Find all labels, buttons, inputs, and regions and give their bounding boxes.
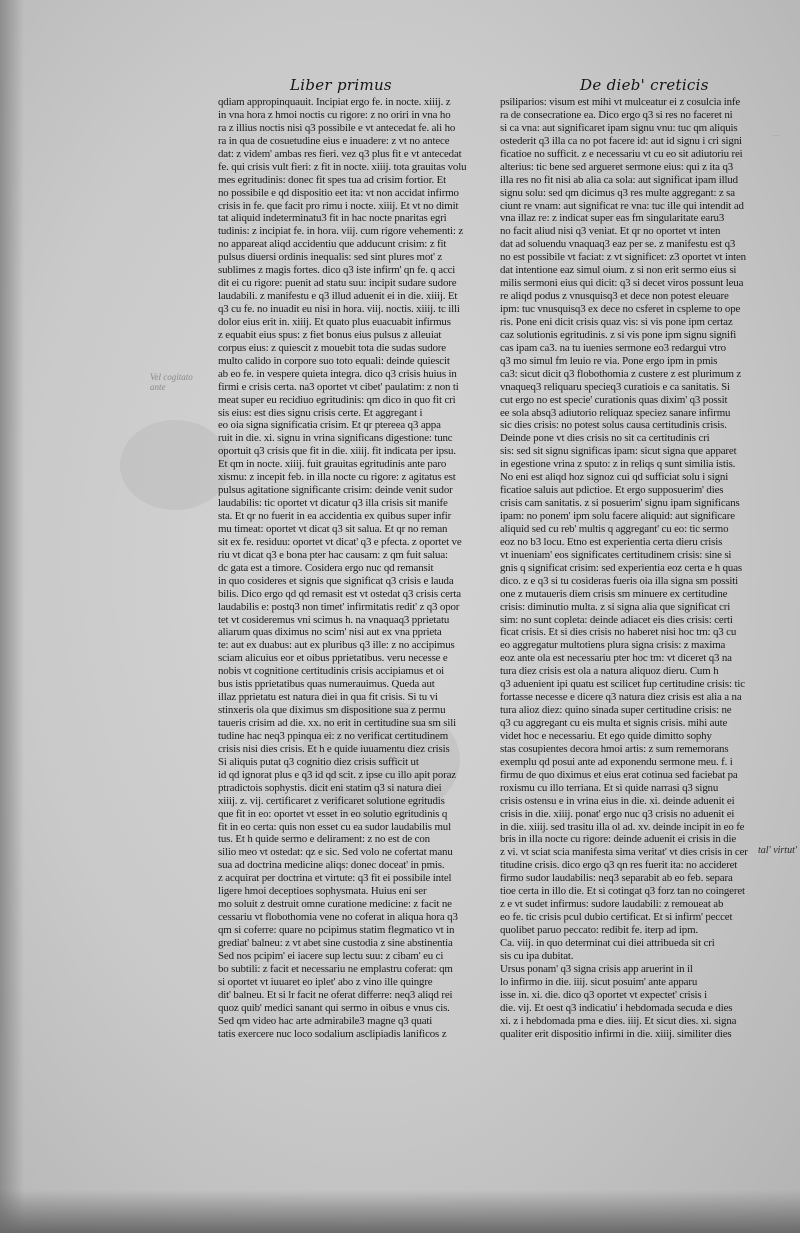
running-head-left: Liber primus — [290, 76, 392, 94]
text-line: no facit aliud nisi q3 veniat. Et qr no oportet vt inten — [500, 225, 721, 238]
text-line: exemplu qd posui ante ad exponendu sermone meu. f. i — [500, 755, 733, 768]
text-line: gnis q significat crisim: sed experientia eoz certa e h quas — [500, 561, 743, 574]
text-line: fit in eo certa: quis non esset cu ea sudor laudabilis mul — [218, 820, 451, 833]
text-line: tudine hac neq3 ppinqua ei: z no verificat certitudinem — [218, 729, 449, 742]
margin-note-right: tal' virtut' — [758, 845, 797, 856]
text-line: multo calido in corpore suo toto equali: deinde quiescit — [218, 354, 450, 367]
text-line: sit ex fe. residuu: oportet vt dicat' q3 e pfecta. z oportet ve — [218, 535, 462, 548]
text-line: si oportet vt iuuaret eo iplet' abo z vino ille quingre — [218, 975, 433, 988]
text-line: crisis ostensu e in vrina eius in die. xi. deinde aduenit ei — [500, 794, 735, 807]
text-line: videt hoc e necessariu. Et ego quide dimitto sophy — [500, 729, 712, 742]
text-line: qm si coferre: quare no pcipimus statim flegmatico vt in — [218, 924, 455, 936]
text-line: q3 cu aggregant cu eis multa et signis crisis. mihi aute — [500, 717, 728, 729]
text-line: stas cosupientes decora hmoi artis: z sum rememorans — [500, 742, 729, 755]
text-line: ra de consecratione ea. Dico ergo q3 si res no faceret ni — [500, 108, 733, 121]
text-line: bo subtili: z facit et necessariu ne emplastru coferat: qm — [218, 962, 453, 975]
text-line: crisis in fe. que facit pro rimu i nocte. xiiij. Et vt no dimit — [218, 199, 459, 212]
text-line: crisis nisi dies crisis. Et h e quide iuuamentu diez crisis — [218, 742, 450, 755]
text-line: alterius: tic bene sed argueret sermone eius: qui z ita q3 — [500, 160, 734, 173]
text-line: mu timeat: oportet vt dicat q3 sit salua. Et qr no reman — [218, 522, 448, 535]
text-line: z acquirat per doctrina et virtute: q3 fit ei possibile intel — [218, 872, 452, 885]
text-line: vnaqueq3 reliquaru specieq3 curatiois e ca sanitatis. Si — [500, 380, 730, 393]
margin-note-top: — — [772, 130, 780, 139]
text-line: tioe certa in illo die. Et si cotingat q3 forz tan no coingeret — [500, 885, 745, 898]
text-line: ficatioe no sufficit. z e necessariu vt cu eo sit adiutoriu rei — [500, 147, 743, 160]
text-line: ipam: no ponem' ipm solu facere aliquid: aut significare — [500, 510, 735, 522]
text-line: fortasse necesse e dicere q3 natura diez crisis est alia a na — [500, 691, 742, 704]
text-line: tus. Et h quide sermo e delirament: z no est de con — [218, 833, 430, 846]
text-line: ficatioe saluis aut pdictioe. Et ergo supposuerim' dies — [500, 484, 724, 497]
text-line: qualiter erit dispositio infirmi in die. xiiij. similiter dies — [500, 1027, 732, 1040]
text-line: dat: z videm' ambas res fieri. vez q3 plus fit e vt antecedat — [218, 147, 462, 160]
text-line: sic dies crisis: no potest solus causa certitudinis crisis. — [500, 419, 727, 432]
text-line: Sed nos pcipim' ei iacere sup lectu suu: z cibam' eu ci — [218, 949, 444, 962]
text-line: Deinde pone vt dies crisis no sit ca certitudinis cri — [500, 432, 710, 445]
text-line: dat ad soluendu vnaquaq3 eaz per se. z manifestu est q3 — [500, 238, 736, 251]
text-line: oportuit q3 crisis que fit in die. xiiij. fit indicata per ipsu. — [218, 445, 456, 458]
text-line: vt inueniam' eos significates certitudinem crisis: sine si — [500, 548, 732, 561]
text-line: titudine crisis. dico ergo q3 qn res fuerit ita: no accideret — [500, 859, 738, 872]
page-stain — [120, 420, 230, 510]
text-line: ee sola absq3 adiutorio reliquaz speciez sanare infirmu — [500, 406, 731, 419]
text-line: bus istis pprietatibus quas numerauimus. Queda aut — [218, 678, 435, 691]
text-line: sua ad doctrina medicine aliqs: donec doceat' in pmis. — [218, 859, 445, 872]
text-line: sis cu ipa dubitat. — [500, 949, 574, 962]
text-line: laudabilis e: postq3 non timet' infirmitatis redit' z q3 opor — [218, 600, 460, 613]
text-line: dat intentione eaz simul oium. z si non erit sermo eius si — [500, 264, 737, 277]
text-line: die. vij. Et oest q3 indicatiu' i hebdomada secuda e dies — [500, 1001, 733, 1014]
text-line: ptradictois sophystis. dicit eni statim q3 si natura diei — [218, 781, 442, 794]
text-line: stinxeris ola que diximus sm dispositione sua z permu — [218, 704, 446, 717]
text-line: firmu de quo diximus et eius erat cotinua sed faciebat pa — [500, 768, 738, 781]
text-line: signu solu: sed qm dicimus q3 res multe aggregant: z sa — [500, 186, 735, 199]
text-line: no est possibile vt faciat: z vt significet: z3 oportet vt inten — [500, 251, 746, 264]
running-head-right: De dieb' creticis — [580, 76, 709, 94]
text-line: te: aut ex duabus: aut ex pluribus q3 ille: z no accipimus — [218, 639, 455, 652]
text-line: aliarum quas diximus no scim' nisi aut ex vna pprieta — [218, 626, 442, 639]
text-line: aliquid sed cu reb' multis q aggregant' cu eo: tic sermo — [500, 522, 729, 535]
text-line: eo oia signa significatia crisim. Et qr ptereea q3 appa — [218, 419, 441, 432]
text-line: qdiam appropinquauit. Incipiat ergo fe. in nocte. xiiij. z — [218, 96, 451, 108]
text-line: pulsus agitatione significante crisim: deinde venit sudor — [218, 484, 453, 497]
text-line: sta. Et qr no fuerit in ea accidentia ex quibus super infir — [218, 510, 452, 522]
text-line: ficat crisis. Et si dies crisis no haberet nisi hoc tm: q3 cu — [500, 626, 737, 639]
text-line: si ca vna: aut significaret ipam signu vnu: tuc qm aliquis — [500, 121, 738, 134]
text-line: in vna hora z hmoi noctis cu rigore: z no oriri in vna ho — [218, 108, 451, 121]
text-line: riu vt dicat q3 e bona pter hac causam: z qm fuit salua: — [218, 548, 448, 561]
text-column-right — [500, 96, 772, 1040]
text-line: ostederit q3 illa ca no pot facere id: aut id signu i cri signi — [500, 134, 742, 147]
text-line: no possibile e qd dispositio eet ita: vt non accidat infirmo — [218, 186, 459, 199]
text-column-left — [218, 96, 486, 1040]
text-line: ra in qua de cosuetudine eius e inuadere: z vt no antece — [218, 134, 450, 147]
text-line: vna illaz re: z indicat super eas fm singularitate earu3 — [500, 212, 725, 225]
text-line: roxismu cu illo terriana. Et si quide narrasi q3 signu — [500, 781, 719, 794]
text-line: q3 mo simul fm leuio re via. Pone ergo ipm in pmis — [500, 354, 718, 367]
text-line: laudabilis: tic oportet vt dicatur q3 illa crisis sit manife — [218, 497, 448, 510]
text-line: dico. z e q3 si tu cosideras fueris oia illa signa sm possiti — [500, 574, 738, 587]
text-line: crisis: diminutio multa. z si signa alia que significat cri — [500, 600, 731, 613]
text-line: xismu: z incepit feb. in illa nocte cu rigore: z agitatus est — [218, 471, 456, 484]
text-line: crisis in die. xiiij. ponat' ergo nuc q3 crisis no aduenit ei — [500, 807, 735, 820]
text-line: sis eius: est dies signu crisis certe. Et aggregant i — [218, 406, 423, 419]
text-line: xi. z i hebdomada pma e dies. iiij. Et sicut dies. xi. signa — [500, 1014, 737, 1027]
text-line: tatis exercere nuc loco sodalium asclipiadis lanificos z — [218, 1027, 447, 1040]
text-line: Sed qm video hac arte admirabile3 magne q3 quati — [218, 1014, 433, 1027]
text-line: eoz no b3 locu. Etno est experientia certa dieru crisis — [500, 535, 723, 548]
text-line: one z mutaueris diem crisis sm minuere ex certitudine — [500, 587, 728, 600]
text-line: Ca. viij. in quo determinat cui diei attribueda sit cri — [500, 936, 715, 949]
text-line: eoz ante ola est necessariu pter hoc tm: vt diceret q3 na — [500, 652, 732, 665]
text-line: in quo cosideres et signis que significat q3 crisis e lauda — [218, 574, 454, 587]
text-line: pulsus diuersi ordinis inequalis: sed sint plures mot' z — [218, 251, 443, 264]
text-line: z equabit eius spus: z fiet bonus eius pulsus z alleuiat — [218, 328, 442, 341]
text-line: tet vt cosideremus vni scimus h. na vnaquaq3 pprietatu — [218, 613, 450, 626]
text-line: xiiij. z. vij. certificaret z verificaret solutione egritudis — [218, 794, 445, 807]
text-line: mo soluit z destruit omne curatione medicine: z facit ne — [218, 898, 452, 911]
text-line: laudabili. z manifestu e q3 illud aduenit ei in die. xiiij. Et — [218, 290, 458, 303]
text-line: ligere hmoi deceptioes sophysmata. Huius eni ser — [218, 885, 427, 898]
text-line: sim: no sunt copleta: deinde adiacet eis dies crisis: certi — [500, 613, 733, 626]
text-line: sis: sed sit signu significas ipam: sicut signa que apparet — [500, 445, 737, 458]
text-line: sciam alicuius eor et oibus pprietatibus. veru necesse e — [218, 652, 448, 665]
text-line: meat super eu recidiuo egritudinis: qm dico in quo fit cri — [218, 393, 456, 406]
text-line: z vi. vt sciat scia manifesta sima veritat' vt dies crisis in cer — [500, 846, 748, 859]
text-line: firmi e crisis certa. na3 oportet vt cibet' paulatim: z non ti — [218, 380, 459, 393]
margin-note-left: Vel cogitato ante — [150, 372, 193, 392]
text-line: firmo sudor laudabilis: neq3 separabit ab eo feb. separa — [500, 872, 733, 885]
text-line: corpus eius: z quiescit z mouebit tota die sudas sudore — [218, 341, 446, 354]
text-line: quoz quib' medici sanant qui sermo in oibus e vnus cis. — [218, 1001, 450, 1014]
text-line: dolor eius erit in. xiiij. Et quato plus euacuabit infirmus — [218, 315, 451, 328]
text-line: lo infirmo in die. iiij. sicut posuim' ante apparu — [500, 975, 698, 988]
text-line: in die. xiiij. sed trasitu illa ol ad. xv. deinde incipit in eo fe — [500, 820, 745, 833]
text-line: q3 aduenient ipi quatu est scilicet fup certitudine crisis: tic — [500, 678, 745, 691]
text-line: ruit in die. xi. signu in vrina significans digestione: tunc — [218, 432, 453, 445]
text-line: dit' balneu. Et si lr facit ne oferat differre: neq3 aliqd rei — [218, 988, 453, 1001]
text-line: cessariu vt flobothomia vene no coferat in aliqua hora q3 — [218, 911, 458, 924]
text-line: illa res no fit nisi ab alia ca sola: aut significat ipam illud — [500, 173, 738, 186]
text-line: in egestione vrina z sputo: z in reliqs q sunt similia istis. — [500, 458, 736, 471]
text-line: cas ipam ca3. na tu iuenies sermone eo3 redargui vtro — [500, 341, 726, 354]
text-line: grediat' balneu: z vt abet sine custodia z sine abstinentia — [218, 936, 453, 949]
text-line: sublimes z magis fortes. dico q3 iste infirm' qn fe. q acci — [218, 264, 456, 277]
text-line: nobis vt cognitione certitudinis crisis accipiamus et oi — [218, 665, 445, 678]
text-line: eo aggregatur multotiens plura signa crisis: z maxima — [500, 639, 726, 652]
text-line: fe. qui crisis vult fieri: z fit in nocte. xiiij. tota grauitas volu — [218, 160, 467, 173]
text-line: z e vt sudet infirmus: sudore laudabili: z remoueat ab — [500, 898, 724, 911]
text-line: caz solutionis egritudinis. z si vis pone ipm signu signifi — [500, 328, 737, 341]
text-line: Ursus ponam' q3 signa crisis app aruerint in il — [500, 962, 693, 975]
text-line: tat aliquid indeterminatu3 fit in hac nocte pnaritas egri — [218, 212, 447, 225]
text-line: milis sermoni eius qui dicit: q3 si decet viros possunt leua — [500, 277, 744, 290]
text-line: isse in. xi. die. dico q3 oportet vt expectet' crisis i — [500, 988, 707, 1001]
text-line: illaz pprietatu est natura diei in qua fit crisis. Si tu vi — [218, 691, 438, 704]
text-line: dit ei cu rigore: puenit ad statu suu: incipit sudare sudore — [218, 277, 457, 290]
text-line: Et qm in nocte. xiiij. fuit grauitas egritudinis ante paro — [218, 458, 447, 471]
text-line: tura alioz diez: quino sinada super certitudine crisis: ne — [500, 704, 732, 717]
text-line: quolibet paruo peccato: redibit fe. iterp ad ipm. — [500, 924, 698, 936]
text-line: bris in illa nocte cu rigore: deinde aduenit ei crisis in die — [500, 833, 737, 846]
text-line: re aliqd podus z vnusquisq3 et dece non potest eleuare — [500, 290, 729, 303]
text-line: silio meo vt ostedat: qz e sic. Sed volo ne cofertat manu — [218, 846, 453, 859]
text-line: ciunt re vnam: aut significat re vna: tuc ille qui intendit ad — [500, 199, 744, 212]
text-line: dc gata est a timore. Cosidera ergo nuc qd remansit — [218, 561, 434, 574]
text-line: eo fe. tic crisis pcul dubio certificat. Et si infirm' peccet — [500, 911, 733, 924]
text-line: ris. Pone eni dicit crisis quaz vis: si vis pone ipm certaz — [500, 315, 733, 328]
text-line: ra z illius noctis nisi q3 possibile e vt antecedat fe. ali ho — [218, 121, 456, 134]
text-line: tura diez crisis est ola a natura aliquoz dieru. Cum h — [500, 665, 719, 678]
text-line: ipm: tuc vnusquisq3 ex dece no csferet in cspleme to ope — [500, 303, 741, 315]
text-line: taueris crisim ad die. xx. no erit in certitudine sua sm sili — [218, 717, 456, 729]
text-line: que fit in eo: oportet vt esset in eo solutio egritudinis q — [218, 807, 448, 820]
text-line: No eni est aliqd hoz signoz cui qd sufficiat solu i signi — [500, 471, 729, 484]
text-line: ab eo fe. in vespere quieta integra. dico q3 crisis huius in — [218, 367, 457, 380]
text-line: crisis cam sanitatis. z si posuerim' signu ipam significans — [500, 497, 740, 510]
text-line: Si aliquis putat q3 cognitio diez crisis sufficit ut — [218, 755, 419, 768]
text-line: bilis. Dico ergo qd qd remasit est vt ostedat q3 crisis certa — [218, 587, 461, 600]
text-line: mes egritudinis: donec fit spes tua ad crisim fortior. Et — [218, 173, 446, 186]
text-line: tudinis: z incipiat fe. in hora. viij. cum rigore vehementi: z — [218, 225, 464, 238]
text-line: ca3: sicut dicit q3 flobothomia z custere z est plurimum z — [500, 367, 742, 380]
text-line: q3 cu fe. no inuadit eu nisi in hora. viij. noctis. xiiij. tc illi — [218, 303, 460, 315]
text-line: psiliparios: visum est mihi vt mulceatur ei z cosulcia infe — [500, 96, 741, 108]
text-line: id qd ignorat plus e q3 id qd scit. z ipse cu illo apit poraz — [218, 768, 456, 781]
text-line: no appareat aliqd accidentiu que adducunt crisim: z fit — [218, 238, 447, 251]
text-line: cut ergo no est specie' curationis quas dixim' q3 possit — [500, 393, 728, 406]
